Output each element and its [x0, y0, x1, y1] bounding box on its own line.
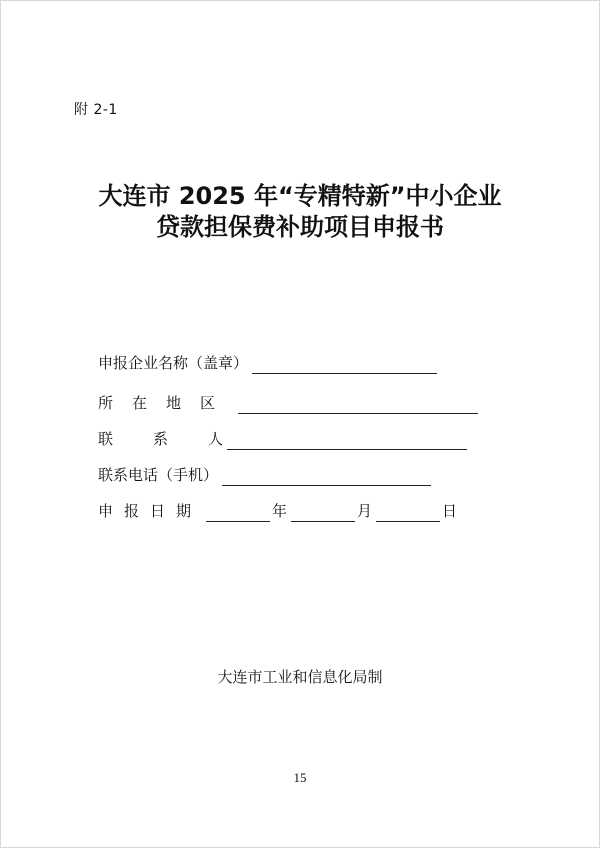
phone-label: 联系电话（手机）: [98, 466, 219, 484]
form-row-company: [98, 352, 437, 374]
region-label: 所在地区: [98, 394, 235, 412]
form-row-date: [98, 500, 457, 522]
page-number: 15: [293, 770, 307, 785]
date-day-field[interactable]: [376, 503, 440, 522]
region-field[interactable]: [238, 395, 478, 414]
company-name-field[interactable]: [252, 355, 437, 374]
document-title-line-2: 贷款担保费补助项目申报书: [156, 213, 444, 241]
document-title-line-1: 大连市 2025 年“专精特新”中小企业: [98, 182, 502, 210]
date-month-unit: 月: [357, 502, 373, 520]
company-name-label: 申报企业名称（盖章）: [98, 354, 249, 372]
date-label: 申报日期: [98, 502, 203, 520]
form-row-contact: [98, 428, 467, 450]
issuer-text: 大连市工业和信息化局制: [217, 668, 383, 686]
date-day-unit: 日: [442, 502, 458, 520]
contact-person-label: 联系人: [98, 430, 264, 448]
contact-person-field[interactable]: [227, 431, 467, 450]
phone-field[interactable]: [222, 467, 431, 486]
form-row-phone: [98, 464, 431, 486]
date-month-field[interactable]: [291, 503, 355, 522]
date-year-field[interactable]: [206, 503, 270, 522]
form-row-region: [98, 392, 478, 414]
date-year-unit: 年: [272, 502, 288, 520]
attachment-label: 附 2-1: [74, 102, 118, 118]
